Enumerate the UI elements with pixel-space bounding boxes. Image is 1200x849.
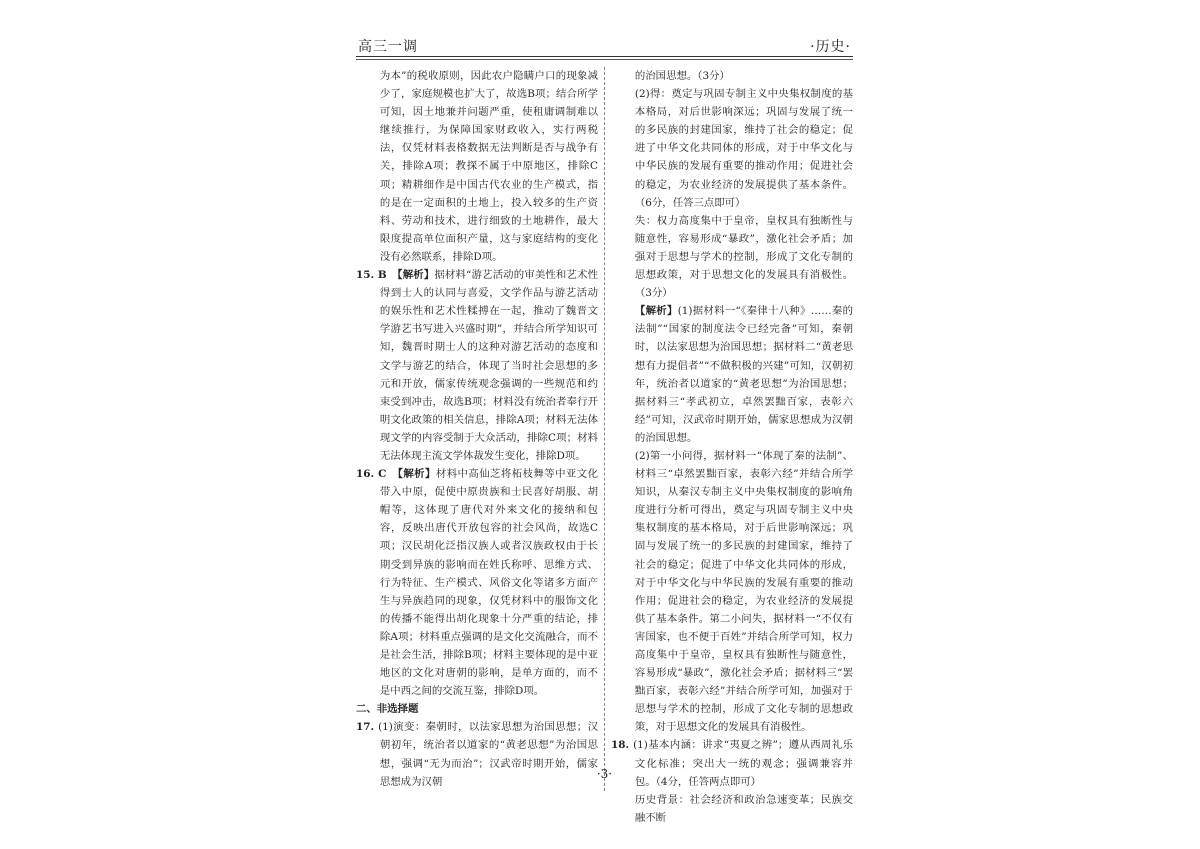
- paragraph: 历史背景：社会经济和政治急速变革；民族交融不断: [634, 793, 853, 824]
- answer-18: 18. (1)基本内涵：讲求“夷夏之辨”；遵从西周礼乐文化标准；突出大一统的观念；强调兼容并包。（4分，任答两点即可）: [611, 739, 853, 788]
- paragraph: 【解析】(1)据材料一“《秦律十八种》……秦的法制”“国家的制度法令已经完备”可知，秦朝时，以法家思想为治国思想；据材料二“黄老思想有力提倡者”“不做积极的兴建”可知，汉朝初年，统治者以道家的“黄老思想”为治国思想；据材料三“孝武初立，卓然罢黜百家，表彰六经”可知，汉武帝时期开始，儒家思想成为汉朝的治国思想。: [634, 305, 853, 444]
- answer-15: 15. B 【解析】据材料“游艺活动的审美性和艺术性得到士人的认同与喜爱，文学作品与游艺活动的娱乐性和艺术性糅搏在一起，推动了魏晋文学游艺书写进入兴盛时期”，并结合所学知识可知，魏晋时期士人的这种对游艺活动的态度和文学与游艺的结合，体现了当时社会思想的多元和开放，儒家传统观念强调的一些规范和约束受到冲击，故选B项；材料没有统治者奉行开明文化政策的相关信息，排除A项；材料无法体现文学的内容受制于大众活动，排除C项；材料无法体现主流文学体裁发生变化，排除D项。: [356, 269, 598, 462]
- analysis-tag: 【解析】: [634, 305, 678, 318]
- exam-title: 高三一调: [358, 39, 418, 55]
- subject-label: ·历史·: [810, 39, 851, 55]
- answer-17: 17. (1)演变：秦朝时，以法家思想为治国思想；汉朝初年，统治者以道家的“黄老思想”为治国思想，强调“无为而治”；汉武帝时期开始，儒家思想成为汉朝: [356, 721, 598, 788]
- header-rule-top: [356, 56, 853, 57]
- question-number: 18.: [611, 739, 634, 752]
- question-number: 17.: [356, 721, 379, 734]
- analysis-tag: 【解析】: [397, 468, 436, 481]
- column-divider: [604, 67, 605, 791]
- paragraph: 为本”的税收原则，因此农户隐瞒户口的现象减少了，家庭规模也扩大了，故选B项；结合所学可知，因土地兼并问题严重，使租庸调制难以继续推行，为保障国家财政收入，实行两税法，仅凭材料表格数据无法判断是否与战争有关，排除A项；教探不属于中原地区，排除C项；精耕细作是中国古代农业的生产模式，指的是在一定面积的土地上，投入较多的生产资料、劳动和技术，进行细致的土地耕作，最大限度提高单位面积产量，这与家庭结构的变化没有必然联系，排除D项。: [379, 70, 598, 263]
- header-rule-bottom: [356, 59, 853, 60]
- right-column: [611, 67, 853, 827]
- paragraph: 失：权力高度集中于皇帝，皇权具有独断性与随意性，容易形成“暴政”，激化社会矛盾；加强对于思想与学术的控制，形成了文化专制的思想政策，对于思想文化的发展具有消极性。（3分）: [634, 214, 853, 300]
- document-page: [356, 32, 853, 832]
- page-header: [356, 32, 853, 58]
- paragraph: (2)得：奠定与巩固专制主义中央集权制度的基本格局，对后世影响深远；巩固与发展了统一的多民族的封建国家，维持了社会的稳定；促进了中华文化共同体的形成，对于中华文化与中华民族的发展有重要的推动作用；促进社会的稳定，为农业经济的发展提供了基本条件。（6分，任答三点即可）: [634, 88, 853, 209]
- answer-16: 16. C 【解析】材料中高仙芝将柘枝舞等中亚文化带入中原，促使中原贵族和士民喜好胡服、胡帽等，这体现了唐代对外来文化的接纳和包容，反映出唐代开放包容的社会风尚，故选C项；汉民胡化泛指汉族人或者汉族政权由于长期受到异族的影响而在姓氏称呼、思维方式、行为特征、生产模式、风俗文化等诸多方面产生与异族趋同的现象，仅凭材料中的服饰文化的传播不能得出胡化现象十分严重的结论，排除A项；材料重点强调的是文化交流融合，而不是社会生活，排除B项；材料主要体现的是中亚地区的文化对唐朝的影响，是单方面的，而不是中西之间的交流互鉴，排除D项。: [356, 468, 598, 698]
- left-column: [356, 67, 598, 791]
- paragraph: 的治国思想。（3分）: [634, 70, 730, 82]
- analysis-tag: 【解析】: [397, 269, 435, 282]
- page-number: ·3·: [596, 767, 613, 781]
- question-number: 15. B: [356, 269, 398, 282]
- question-number: 16. C: [356, 468, 398, 481]
- paragraph: (2)第一小问得，据材料一“体现了秦的法制”、材料三“卓然罢黜百家，表彰六经”并结合所学知识，从秦汉专制主义中央集权制度的影响角度进行分析可得出，奠定与巩固专制主义中央集权制度的基本格局，对于后世影响深远；巩固与发展了统一的多民族的封建国家，维持了社会的稳定；促进了中华文化共同体的形成，对于中华文化与中华民族的发展有重要的推动作用；促进社会的稳定，为农业经济的发展提供了基本条件。第二小问失，据材料一“不仅有害国家，也不便于百姓”并结合所学可知，权力高度集中于皇帝，皇权具有独断性与随意性，容易形成“暴政”，激化社会矛盾；据材料三“罢黜百家，表彰六经”并结合所学可知，加强对于思想与学术的控制，形成了文化专制的思想政策，对于思想文化的发展具有消极性。: [634, 449, 853, 734]
- section-heading: 二、非选择题: [356, 703, 419, 716]
